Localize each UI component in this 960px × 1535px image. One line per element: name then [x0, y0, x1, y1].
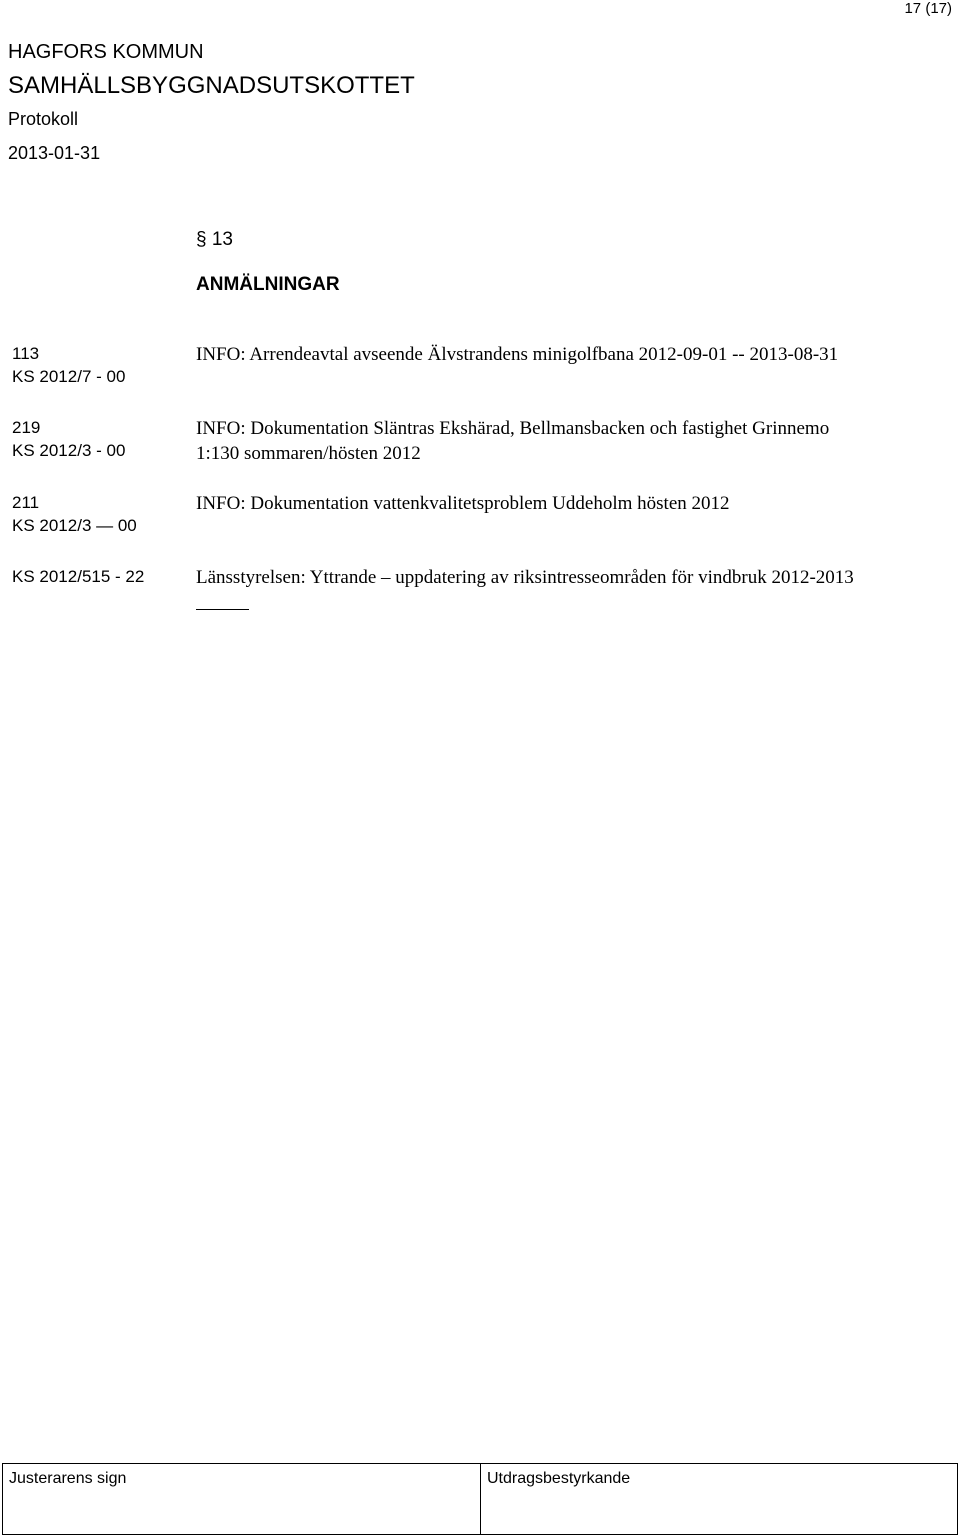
entry-text [196, 342, 956, 367]
entry-text-line: INFO: Dokumentation vattenkvalitetsproblem Uddeholm hösten 2012 [196, 493, 730, 514]
entry-reference [12, 416, 125, 462]
extract-certification-box [480, 1464, 958, 1534]
committee-name: SAMHÄLLSBYGGNADSUTSKOTTET [8, 72, 415, 99]
document-date: 2013-01-31 [8, 143, 101, 163]
entry-text-line: INFO: Arrendeavtal avseende Älvstrandens minigolfbana 2012-09-01 -- 2013-08-31 [196, 344, 839, 365]
entry-ref-line: KS 2012/7 - 00 [12, 367, 126, 386]
entry-text [196, 416, 956, 466]
extract-certification-label: Utdragsbestyrkande [487, 1470, 631, 1487]
entry-reference [12, 565, 144, 588]
page-number: 17 (17) [904, 0, 952, 17]
entry-ref-line: KS 2012/515 - 22 [12, 567, 145, 586]
entry-ref-line: 219 [12, 418, 41, 437]
section-number: § 13 [196, 229, 233, 250]
entry-text [196, 565, 956, 590]
entry-ref-line: KS 2012/3 — 00 [12, 516, 137, 535]
section-heading: ANMÄLNINGAR [196, 274, 340, 295]
entry-reference [12, 491, 137, 537]
document-type: Protokoll [8, 109, 79, 129]
entry-text [196, 491, 956, 516]
entry-text-line: Länsstyrelsen: Yttrande – uppdatering av riksintresseområden för vindbruk 2012-2013 [196, 567, 854, 588]
entry-ref-line: 211 [12, 493, 40, 512]
entry-text-line: INFO: Dokumentation Släntras Ekshärad, Bellmansbacken och fastighet Grinnemo [196, 418, 830, 439]
adjuster-signature-label: Justerarens sign [9, 1470, 127, 1487]
entry-text-line: 1:130 sommaren/hösten 2012 [196, 443, 421, 464]
signature-footer [2, 1463, 958, 1535]
organization-name: HAGFORS KOMMUN [8, 41, 204, 63]
entry-ref-line: KS 2012/3 - 00 [12, 441, 126, 460]
document-header [8, 40, 415, 164]
adjuster-signature-box [2, 1464, 480, 1534]
entry-reference [12, 342, 125, 388]
divider [196, 609, 249, 610]
entry-ref-line: 113 [12, 344, 40, 363]
